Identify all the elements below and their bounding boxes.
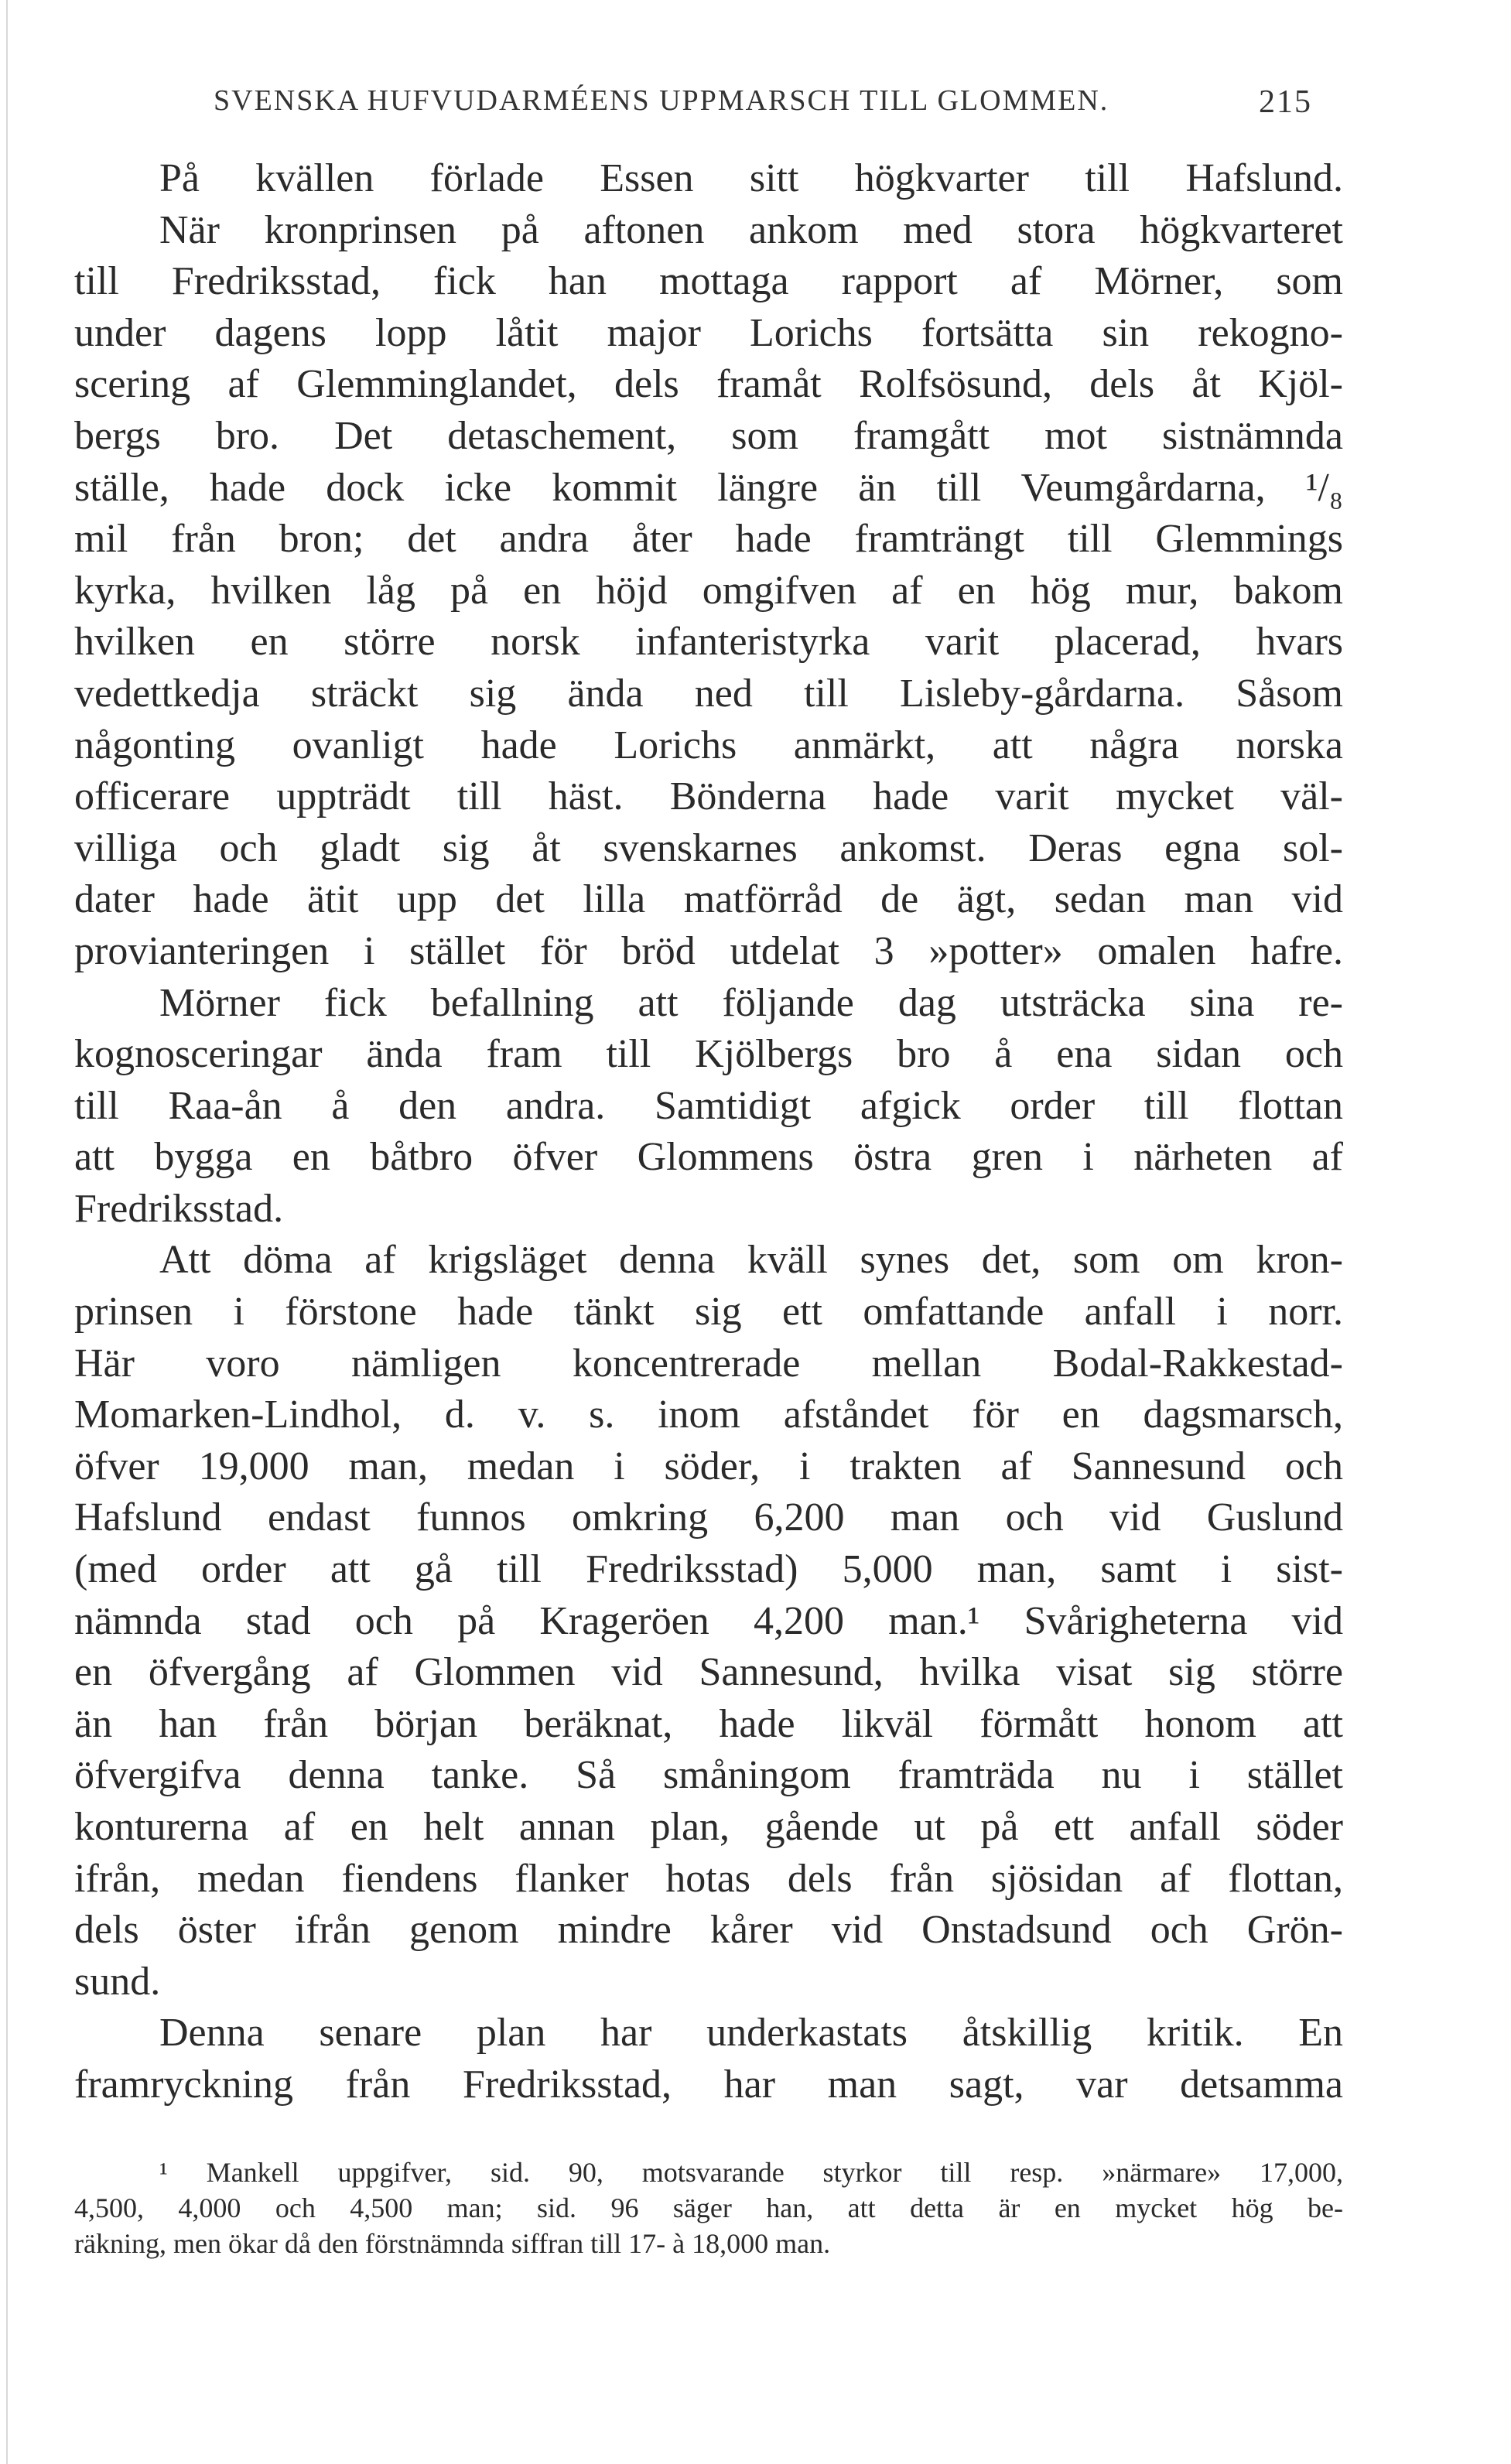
text-line: vedettkedja sträckt sig ända ned till Lisleby-gårdarna. Såsom — [74, 671, 1343, 716]
text-line: kyrka, hvilken låg på en höjd omgifven af en hög mur, bakom — [74, 568, 1343, 613]
text-line: Att döma af krigsläget denna kväll synes det, som om kron- — [159, 1238, 1343, 1283]
text-line: (med order att gå till Fredriksstad) 5,000 man, samt i sist- — [74, 1547, 1343, 1592]
footnote-line: 4,500, 4,000 och 4,500 man; sid. 96 säger han, att detta är en mycket hög be- — [74, 2192, 1343, 2223]
text-line: Denna senare plan har underkastats åtskillig kritik. En — [159, 2011, 1343, 2056]
text-line: till Fredriksstad, fick han mottaga rapport af Mörner, som — [74, 259, 1343, 304]
text-line: prinsen i förstone hade tänkt sig ett omfattande anfall i norr. — [74, 1290, 1343, 1335]
text-line: framryckning från Fredriksstad, har man sagt, var detsamma — [74, 2062, 1343, 2107]
text-line: någonting ovanligt hade Lorichs anmärkt, att några norska — [74, 723, 1343, 767]
text-line: att bygga en båtbro öfver Glommens östra gren i närheten af — [74, 1135, 1343, 1180]
text-line: Momarken-Lindhol, d. v. s. inom afståndet för en dagsmarsch, — [74, 1393, 1343, 1437]
text-line: hvilken en större norsk infanteristyrka varit placerad, hvars — [74, 620, 1343, 665]
footnote-line: räkning, men ökar då den förstnämnda siffran till 17- à 18,000 man. — [74, 2228, 831, 2259]
text-line: en öfvergång af Glommen vid Sannesund, hvilka visat sig större — [74, 1650, 1343, 1695]
running-title: SVENSKA HUFVUDARMÉENS UPPMARSCH TILL GLOMMEN. — [214, 84, 1109, 117]
text-line: Fredriksstad. — [74, 1186, 284, 1231]
text-line: sund. — [74, 1959, 161, 2004]
text-line: villiga och gladt sig åt svenskarnes ankomst. Deras egna sol- — [74, 825, 1343, 870]
text-line: under dagens lopp låtit major Lorichs fortsätta sin rekogno- — [74, 310, 1343, 355]
text-line: till Raa-ån å den andra. Samtidigt afgick order till flottan — [74, 1083, 1343, 1128]
text-line: öfver 19,000 man, medan i söder, i trakten af Sannesund och — [74, 1444, 1343, 1488]
body-text — [74, 153, 1343, 2111]
text-line: dater hade ätit upp det lilla matförråd de ägt, sedan man vid — [74, 877, 1343, 922]
text-line: kognosceringar ända fram till Kjölbergs bro å ena sidan och — [74, 1032, 1343, 1077]
footnotes — [74, 2155, 1343, 2261]
page-edge-line — [6, 0, 8, 2464]
text-line: dels öster ifrån genom mindre kårer vid Onstadsund och Grön- — [74, 1908, 1343, 1953]
text-line: officerare uppträdt till häst. Bönderna hade varit mycket väl- — [74, 774, 1343, 819]
text-line: ifrån, medan fiendens flanker hotas dels från sjösidan af flottan, — [74, 1856, 1343, 1901]
text-line: nämnda stad och på Krageröen 4,200 man.¹ Svårigheterna vid — [74, 1598, 1343, 1643]
text-line: När kronprinsen på aftonen ankom med stora högkvarteret — [159, 207, 1343, 252]
text-line: än han från början beräknat, hade likväl förmått honom att — [74, 1701, 1343, 1746]
running-head — [214, 84, 1312, 130]
text-line: På kvällen förlade Essen sitt högkvarter till Hafslund. — [159, 156, 1343, 200]
text-line: öfvergifva denna tanke. Så småningom framträda nu i stället — [74, 1753, 1343, 1798]
page-number: 215 — [1259, 84, 1312, 120]
text-line: Här voro nämligen koncentrerade mellan Bodal-Rakkestad- — [74, 1341, 1343, 1386]
text-line: konturerna af en helt annan plan, gående ut på ett anfall söder — [74, 1805, 1343, 1849]
text-line: mil från bron; det andra åter hade framträngt till Glemmings — [74, 517, 1343, 562]
footnote-line: ¹ Mankell uppgifver, sid. 90, motsvarande styrkor till resp. »närmare» 17,000, — [159, 2157, 1343, 2188]
text-line: Mörner fick befallning att följande dag utsträcka sina re- — [159, 980, 1343, 1025]
text-line: ställe, hade dock icke kommit längre än till Veumgårdarna, ¹/₈ — [74, 465, 1343, 510]
text-line: scering af Glemminglandet, dels framåt Rolfsösund, dels åt Kjöl- — [74, 362, 1343, 407]
text-line: Hafslund endast funnos omkring 6,200 man och vid Guslund — [74, 1495, 1343, 1540]
text-line: provianteringen i stället för bröd utdelat 3 »potter» omalen hafre. — [74, 928, 1343, 973]
text-line: bergs bro. Det detaschement, som framgått mot sistnämnda — [74, 413, 1343, 458]
